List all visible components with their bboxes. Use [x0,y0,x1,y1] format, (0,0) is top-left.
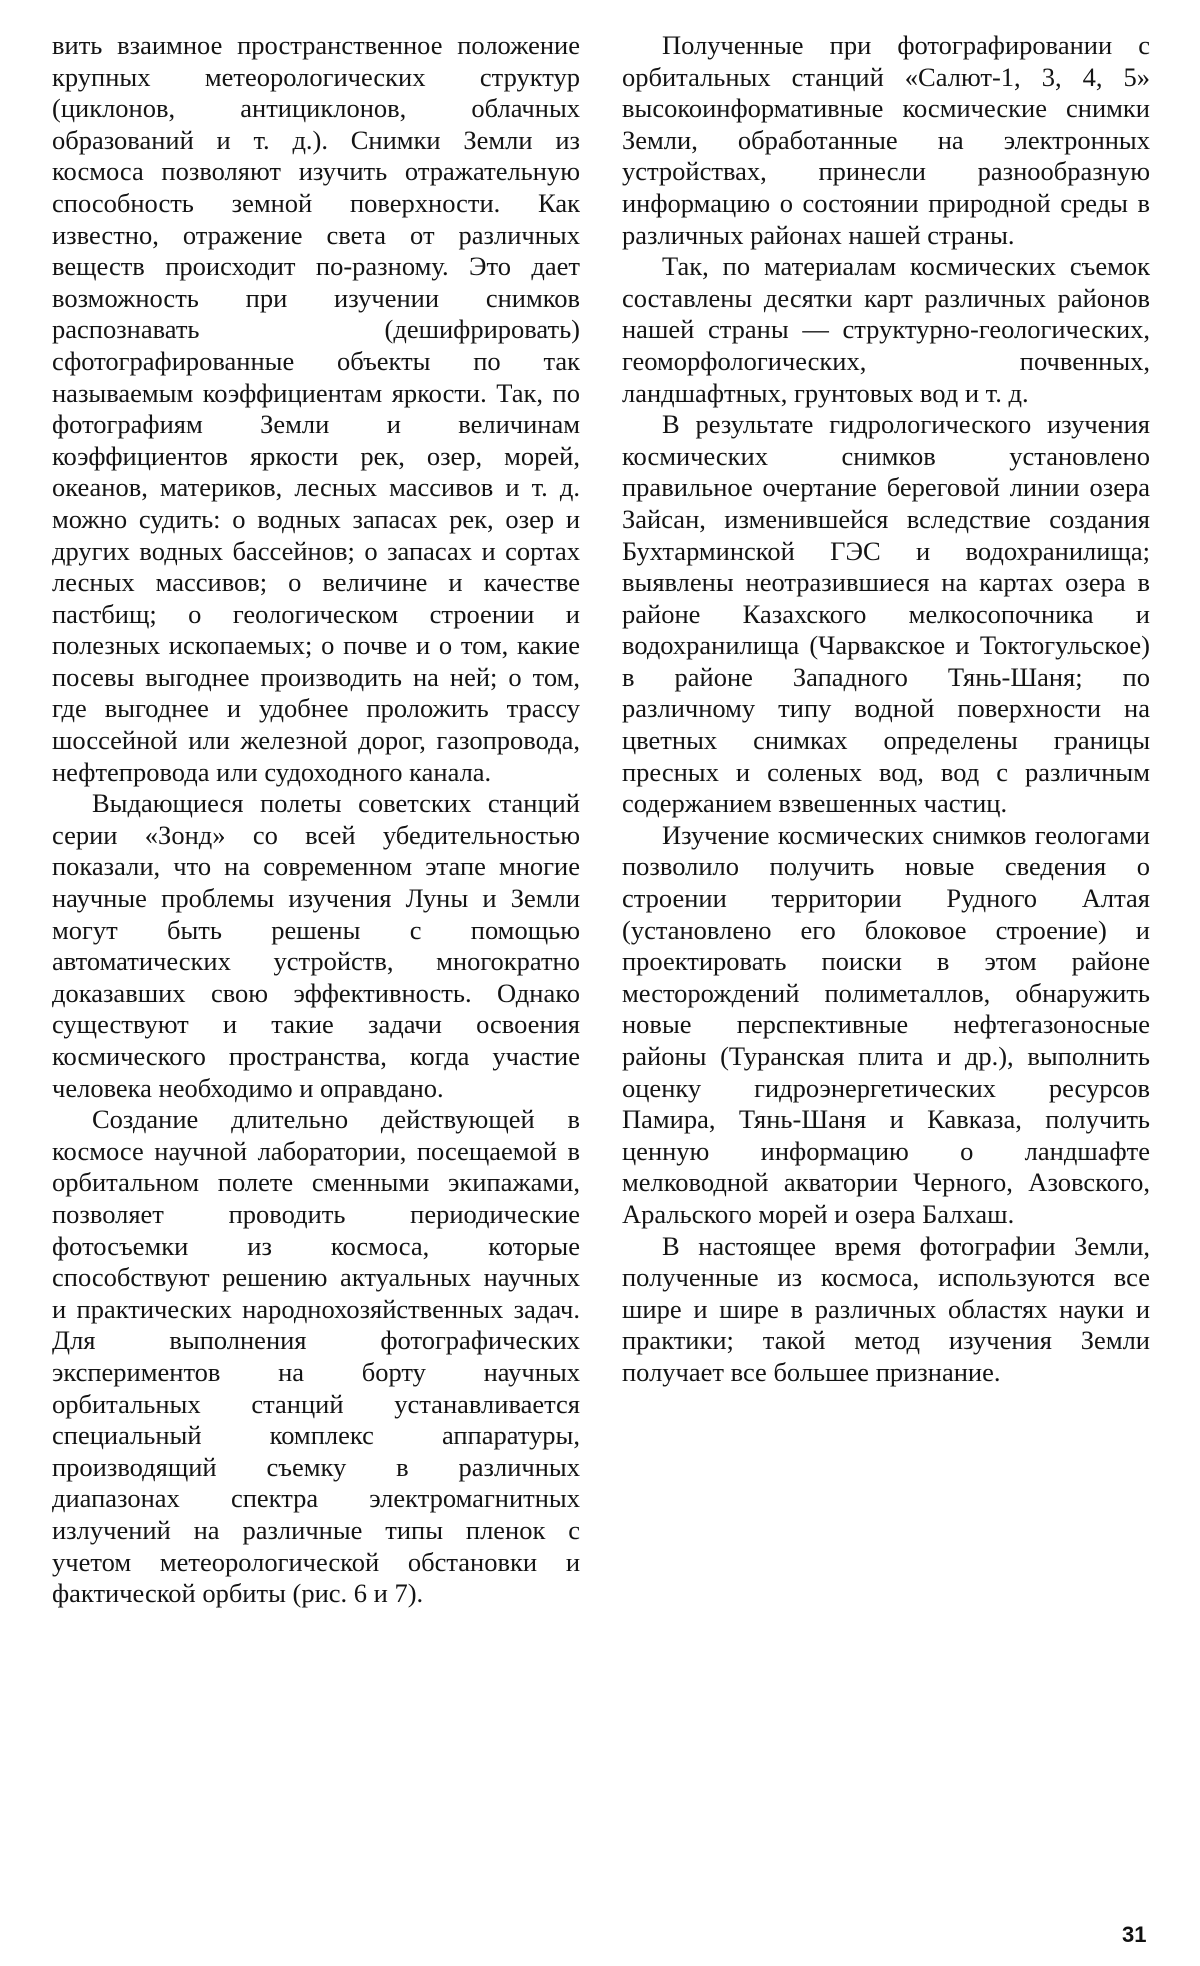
paragraph-earth-imaging-continuation: вить взаимное пространственное положение крупных метеорологических структур (циклонов, антициклонов, облачных образований и т. д.). Снимки Земли из космоса позволяют изучить отражательную способность земной поверхности. Как известно, отражение света от различных веществ происходит по-разному. Это дает возможность при изучении снимков распознавать (дешифрировать) сфотографированные объекты по так называемым коэффициентам яркости. Так, по фотографиям Земли и величинам коэффициентов яркости рек, озер, морей, океанов, материков, лесных массивов и т. д. можно судить: о водных запасах рек, озер и других водных бассейнов; о запасах и сортах лесных массивов; о величине и качестве пастбищ; о геологическом строении и полезных ископаемых; о почве и о том, какие посевы выгоднее производить на ней; о том, где выгоднее и удобнее проложить трассу шоссейной или железной дорог, газопровода, нефтепровода или судоходного канала. [52,30,580,787]
paragraph-salyut-images: Полученные при фотографировании с орбитальных станций «Салют-1, 3, 4, 5» высокоинформативные космические снимки Земли, обработанные на электронных устройствах, принесли разнообразную информацию о состоянии природной среды в различных районах нашей страны. [622,30,1150,250]
paragraph-geology: Изучение космических снимков геологами позволило получить новые сведения о строении территории Рудного Алтая (установлено его блоковое строение) и проектировать поиски в этом районе месторождений полиметаллов, обнаружить новые перспективные нефтегазоносные районы (Туранская плита и др.), выполнить оценку гидроэнергетических ресурсов Памира, Тянь-Шаня и Кавказа, получить ценную информацию о ландшафте мелководной акватории Черного, Азовского, Аральского морей и озера Балхаш. [622,819,1150,1229]
paragraph-zond-flights: Выдающиеся полеты советских станций серии «Зонд» со всей убедительностью показали, что на современном этапе многие научные проблемы изучения Луны и Земли могут быть решены с помощью автоматических устройств, многократно доказавших свою эффективность. Однако существуют и такие задачи освоения космического пространства, когда участие человека необходимо и оправдано. [52,788,580,1103]
paragraph-conclusion: В настоящее время фотографии Земли, полученные из космоса, используются все шире и шире в различных областях науки и практики; такой метод изучения Земли получает все большее признание. [622,1230,1150,1387]
paragraph-orbital-laboratory: Создание длительно действующей в космосе научной лаборатории, посещаемой в орбитальном полете сменными экипажами, позволяет проводить периодические фотосъемки из космоса, которые способствуют решению актуальных научных и практических народнохозяйственных задач. Для выполнения фотографических экспериментов на борту научных орбитальных станций устанавливается специальный комплекс аппаратуры, производящий съемку в различных диапазонах спектра электромагнитных излучений на различные типы пленок с учетом метеорологической обстановки и фактической орбиты (рис. 6 и 7). [52,1104,580,1609]
page-number: 31 [1122,1922,1147,1947]
left-text-column [52,30,580,1610]
right-text-column [622,30,1150,1389]
paragraph-hydrology: В результате гидрологического изучения космических снимков установлено правильное очертание береговой линии озера Зайсан, изменившейся вследствие создания Бухтарминской ГЭС и водохранилища; выявлены неотразившиеся на картах озера в районе Казахского мелкосопочника и водохранилища (Чарвакское и Токтогульское) в районе Западного Тянь-Шаня; по различному типу водной поверхности на цветных снимках определены границы пресных и соленых вод, вод с различным содержанием взвешенных частиц. [622,409,1150,819]
paragraph-survey-maps: Так, по материалам космических съемок составлены десятки карт различных районов нашей страны — структурно-геологических, геоморфологических, почвенных, ландшафтных, грунтовых вод и т. д. [622,251,1150,408]
